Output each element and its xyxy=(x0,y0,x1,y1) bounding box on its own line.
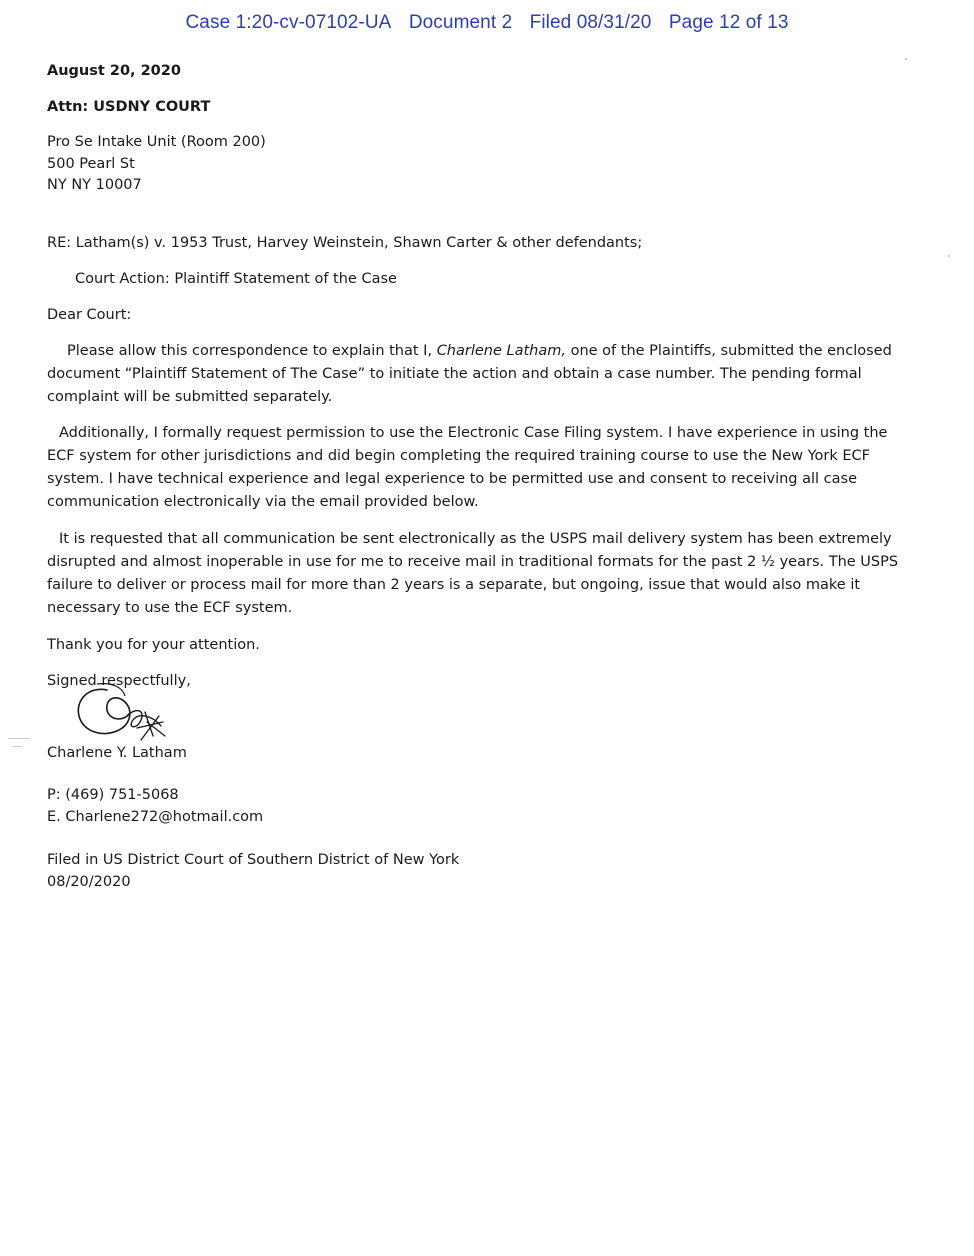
phone-number: P: (469) 751-5068 xyxy=(47,787,179,803)
closing-line: Signed respectfully, xyxy=(47,673,191,689)
paragraph-1-text-cont: one of the Plaintiffs, submitted the enclosed document “Plaintiff Statement of The Case” to initiate the action and obtain a case number. The pending formal complaint will be submitted separately. xyxy=(47,343,892,405)
paragraph-3-text: It is requested that all communication be sent electronically as the USPS mail delivery system has been extremely disrupted and almost inoperable in use for me to receive mail in traditional formats for the past 2 ½ years. The USPS failure to deliver or process mail for more than 2 years is a separate, but ongoing, issue that would also make it necessary to use the ECF system. xyxy=(47,531,899,616)
filing-date: 08/20/2020 xyxy=(47,873,131,890)
paragraph-3 xyxy=(47,528,907,620)
filed-date: Filed 08/31/20 xyxy=(529,12,652,33)
recipient-address xyxy=(47,132,266,197)
court-filing-header xyxy=(0,12,974,34)
scan-artifact xyxy=(905,58,907,60)
plaintiff-name: Charlene Latham, xyxy=(436,343,566,359)
scan-artifact xyxy=(8,738,30,739)
paragraph-2 xyxy=(47,422,907,514)
address-line: Pro Se Intake Unit (Room 200) xyxy=(47,134,266,150)
re-line: RE: Latham(s) v. 1953 Trust, Harvey Weinstein, Shawn Carter & other defendants; xyxy=(47,235,643,251)
address-line: 500 Pearl St xyxy=(47,155,135,172)
paragraph-2-text: Additionally, I formally request permission to use the Electronic Case Filing system. I have experience in using the ECF system for other jurisdictions and did begin completing the required training course to use the New York ECF system. I have technical experience and legal experience to be permitted use and consent to receiving all case communication electronically via the email provided below. xyxy=(47,425,888,510)
address-line: NY NY 10007 xyxy=(47,177,142,193)
salutation: Dear Court: xyxy=(47,307,132,323)
page-indicator: Page 12 of 13 xyxy=(668,12,789,33)
document-number: Document 2 xyxy=(408,12,513,33)
scan-artifact xyxy=(12,746,22,747)
handwritten-signature xyxy=(67,682,177,744)
attention-line: Attn: USDNY COURT xyxy=(47,99,211,115)
paragraph-1 xyxy=(47,340,907,409)
court-action-line: Court Action: Plaintiff Statement of the Case xyxy=(75,271,397,287)
filing-court: Filed in US District Court of Southern District of New York xyxy=(47,852,460,868)
filing-note xyxy=(47,850,459,893)
scan-artifact xyxy=(948,255,950,257)
signatory-name: Charlene Y. Latham xyxy=(47,745,187,761)
email-address: E. Charlene272@hotmail.com xyxy=(47,808,264,825)
contact-info xyxy=(47,785,263,828)
thanks-line: Thank you for your attention. xyxy=(47,637,260,653)
paragraph-1-text: Please allow this correspondence to explain that I, xyxy=(67,343,437,359)
letter-date: August 20, 2020 xyxy=(47,63,181,79)
case-number: Case 1:20-cv-07102-UA xyxy=(185,12,392,33)
